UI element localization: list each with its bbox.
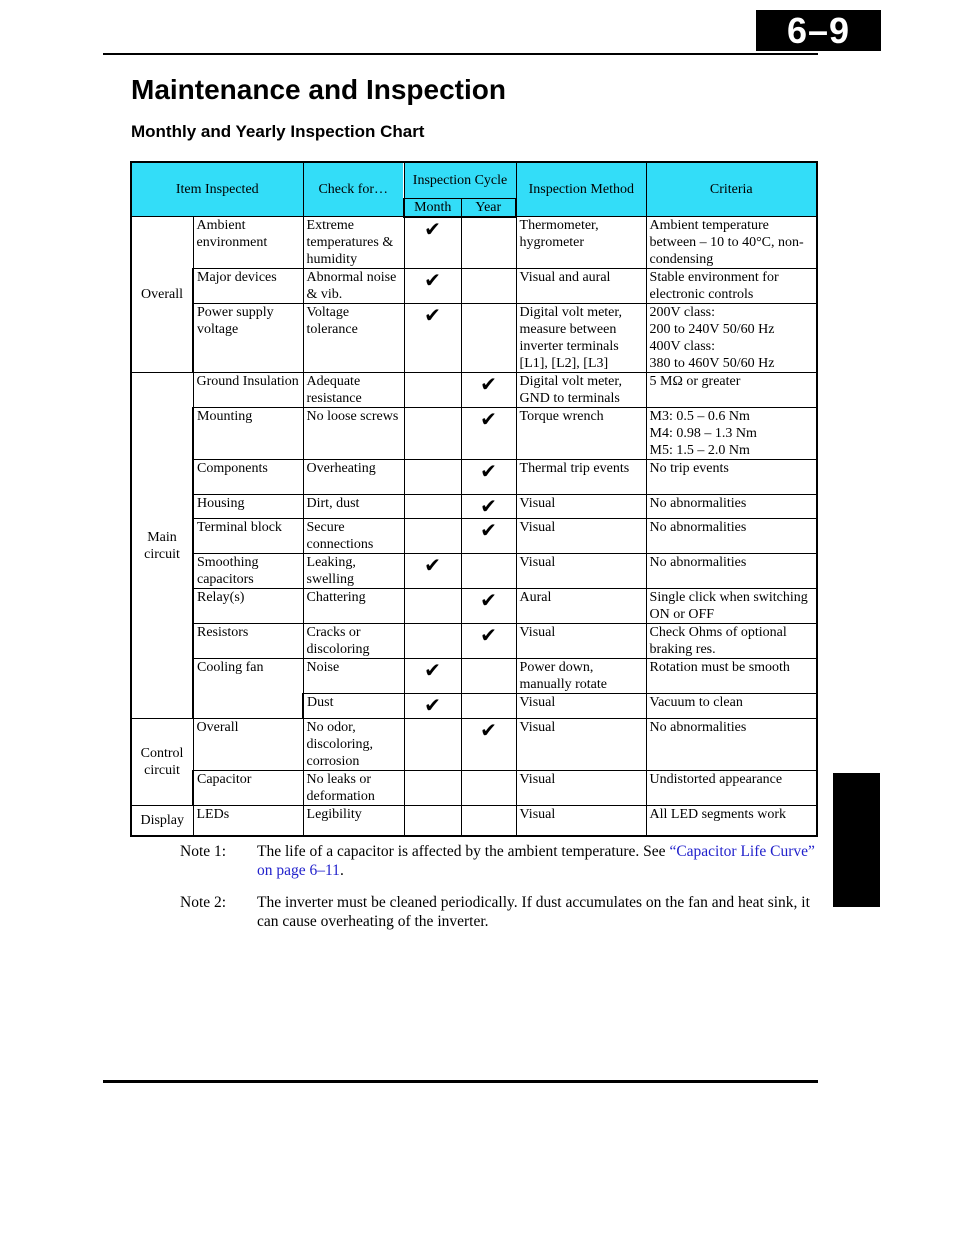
check-cell: Abnormal noise & vib. — [303, 269, 404, 304]
note-label: Note 2: — [180, 894, 227, 911]
month-cell — [404, 806, 461, 836]
checkmark-icon: ✔ — [480, 623, 497, 647]
table-row — [131, 806, 817, 836]
item-cell: Relay(s) — [193, 589, 303, 624]
method-cell: Digital volt meter, GND to terminals — [516, 373, 646, 408]
criteria-cell: No abnormalities — [646, 519, 817, 554]
checkmark-icon: ✔ — [480, 588, 497, 612]
check-cell: No leaks or deformation — [303, 771, 404, 806]
year-cell — [461, 304, 516, 373]
checkmark-icon: ✔ — [424, 268, 441, 292]
year-cell — [461, 624, 516, 659]
month-cell — [404, 694, 461, 719]
month-cell — [404, 519, 461, 554]
check-cell: Adequate resistance — [303, 373, 404, 408]
method-cell: Visual — [516, 495, 646, 519]
note-label: Note 1: — [180, 843, 227, 860]
criteria-cell: Ambient temperature between – 10 to 40°C, non-condensing — [646, 217, 817, 269]
year-cell — [461, 460, 516, 495]
table-row — [131, 624, 817, 659]
month-cell — [404, 624, 461, 659]
item-cell: Mounting — [193, 408, 303, 460]
item-cell: Major devices — [193, 269, 303, 304]
criteria-cell: Vacuum to clean — [646, 694, 817, 719]
table-row — [131, 519, 817, 554]
check-cell: Dirt, dust — [303, 495, 404, 519]
month-cell — [404, 719, 461, 771]
table-row — [131, 659, 817, 694]
item-cell: Power supply voltage — [193, 304, 303, 373]
table-row — [131, 373, 817, 408]
note-1 — [180, 843, 820, 880]
category-cell: Main circuit — [131, 373, 193, 719]
month-cell — [404, 217, 461, 269]
criteria-cell: No abnormalities — [646, 495, 817, 519]
year-cell — [461, 217, 516, 269]
category-cell: Display — [131, 806, 193, 836]
check-cell: Extreme temperatures & humidity — [303, 217, 404, 269]
item-cell: Ground Insulation — [193, 373, 303, 408]
item-cell: Smoothing capacitors — [193, 554, 303, 589]
check-cell: Voltage tolerance — [303, 304, 404, 373]
checkmark-icon: ✔ — [424, 303, 441, 327]
header-item-inspected: Item Inspected — [131, 162, 303, 217]
header-year: Year — [461, 198, 516, 217]
check-cell: Dust — [303, 694, 404, 719]
check-cell: Leaking, swelling — [303, 554, 404, 589]
criteria-cell: 5 MΩ or greater — [646, 373, 817, 408]
checkmark-icon: ✔ — [480, 494, 497, 518]
table-row — [131, 589, 817, 624]
item-cell: Housing — [193, 495, 303, 519]
header-criteria: Criteria — [646, 162, 817, 217]
header-inspection-cycle: Inspection Cycle — [404, 162, 516, 198]
note-text: The inverter must be cleaned periodically. If dust accumulates on the fan and heat sink, it can cause overheating of the inverter. — [257, 894, 810, 930]
year-cell — [461, 719, 516, 771]
table-row — [131, 217, 817, 269]
method-cell: Visual — [516, 694, 646, 719]
category-cell: Overall — [131, 217, 193, 373]
year-cell — [461, 589, 516, 624]
month-cell — [404, 408, 461, 460]
page-title: Maintenance and Inspection — [131, 74, 506, 105]
checkmark-icon: ✔ — [424, 658, 441, 682]
item-cell: Ambient environment — [193, 217, 303, 269]
year-cell — [461, 771, 516, 806]
table-header — [131, 162, 817, 217]
table-row — [131, 771, 817, 806]
method-cell: Digital volt meter, measure between inverter terminals [L1], [L2], [L3] — [516, 304, 646, 373]
method-cell: Visual — [516, 519, 646, 554]
method-cell: Visual — [516, 719, 646, 771]
criteria-cell: No trip events — [646, 460, 817, 495]
checkmark-icon: ✔ — [480, 407, 497, 431]
method-cell: Torque wrench — [516, 408, 646, 460]
check-cell: Chattering — [303, 589, 404, 624]
year-cell — [461, 269, 516, 304]
table-row — [131, 719, 817, 771]
table-row — [131, 408, 817, 460]
method-cell: Visual — [516, 624, 646, 659]
method-cell: Thermometer, hygrometer — [516, 217, 646, 269]
method-cell: Visual — [516, 771, 646, 806]
header-month: Month — [404, 198, 461, 217]
criteria-cell: No abnormalities — [646, 719, 817, 771]
page-number-badge: 6–9 — [756, 10, 881, 51]
header-rule — [103, 53, 818, 55]
checkmark-icon: ✔ — [480, 518, 497, 542]
year-cell — [461, 495, 516, 519]
method-cell: Visual — [516, 554, 646, 589]
checkmark-icon: ✔ — [480, 459, 497, 483]
month-cell — [404, 460, 461, 495]
criteria-cell: M3: 0.5 – 0.6 Nm M4: 0.98 – 1.3 Nm M5: 1.5 – 2.0 Nm — [646, 408, 817, 460]
item-cell: Terminal block — [193, 519, 303, 554]
table-body — [131, 217, 817, 836]
table-row — [131, 304, 817, 373]
month-cell — [404, 659, 461, 694]
criteria-cell: No abnormalities — [646, 554, 817, 589]
year-cell — [461, 806, 516, 836]
checkmark-icon: ✔ — [424, 693, 441, 717]
header-check-for: Check for… — [303, 162, 404, 217]
year-cell — [461, 554, 516, 589]
footer-rule — [103, 1080, 818, 1083]
check-cell: No odor, discoloring, corrosion — [303, 719, 404, 771]
section-subtitle: Monthly and Yearly Inspection Chart — [131, 122, 425, 141]
table-row — [131, 495, 817, 519]
criteria-cell: Check Ohms of optional braking res. — [646, 624, 817, 659]
year-cell — [461, 373, 516, 408]
month-cell — [404, 495, 461, 519]
inspection-table — [130, 161, 818, 837]
criteria-cell: Rotation must be smooth — [646, 659, 817, 694]
month-cell — [404, 304, 461, 373]
method-cell: Visual — [516, 806, 646, 836]
capacitor-life-curve-link[interactable]: “Capacitor Life Curve” on page 6–11 — [257, 843, 815, 879]
checkmark-icon: ✔ — [424, 216, 441, 241]
month-cell — [404, 373, 461, 408]
criteria-cell: Single click when switching ON or OFF — [646, 589, 817, 624]
criteria-cell: Stable environment for electronic controls — [646, 269, 817, 304]
year-cell — [461, 519, 516, 554]
checkmark-icon: ✔ — [480, 372, 497, 396]
method-cell: Thermal trip events — [516, 460, 646, 495]
item-cell: Overall — [193, 719, 303, 771]
criteria-cell: 200V class: 200 to 240V 50/60 Hz 400V class: 380 to 460V 50/60 Hz — [646, 304, 817, 373]
criteria-cell: All LED segments work — [646, 806, 817, 836]
table-row — [131, 554, 817, 589]
item-cell: Components — [193, 460, 303, 495]
month-cell — [404, 589, 461, 624]
table-row — [131, 460, 817, 495]
item-cell: Cooling fan — [193, 659, 303, 719]
month-cell — [404, 269, 461, 304]
table-row — [131, 269, 817, 304]
item-cell: Resistors — [193, 624, 303, 659]
check-cell: No loose screws — [303, 408, 404, 460]
header-inspection-method: Inspection Method — [516, 162, 646, 217]
month-cell — [404, 554, 461, 589]
method-cell: Aural — [516, 589, 646, 624]
checkmark-icon: ✔ — [424, 553, 441, 577]
check-cell: Legibility — [303, 806, 404, 836]
check-cell: Overheating — [303, 460, 404, 495]
item-cell: LEDs — [193, 806, 303, 836]
check-cell: Secure connections — [303, 519, 404, 554]
criteria-cell: Undistorted appearance — [646, 771, 817, 806]
year-cell — [461, 659, 516, 694]
year-cell — [461, 408, 516, 460]
note-text: The life of a capacitor is affected by the ambient temperature. See “Capacitor Life Curve” on page 6–11. — [257, 843, 815, 879]
note-2 — [180, 894, 820, 931]
check-cell: Noise — [303, 659, 404, 694]
notes — [180, 843, 820, 945]
chapter-side-tab — [833, 773, 880, 907]
method-cell: Power down, manually rotate — [516, 659, 646, 694]
category-cell: Control circuit — [131, 719, 193, 806]
item-cell: Capacitor — [193, 771, 303, 806]
method-cell: Visual and aural — [516, 269, 646, 304]
month-cell — [404, 771, 461, 806]
year-cell — [461, 694, 516, 719]
check-cell: Cracks or discoloring — [303, 624, 404, 659]
checkmark-icon: ✔ — [480, 718, 497, 742]
